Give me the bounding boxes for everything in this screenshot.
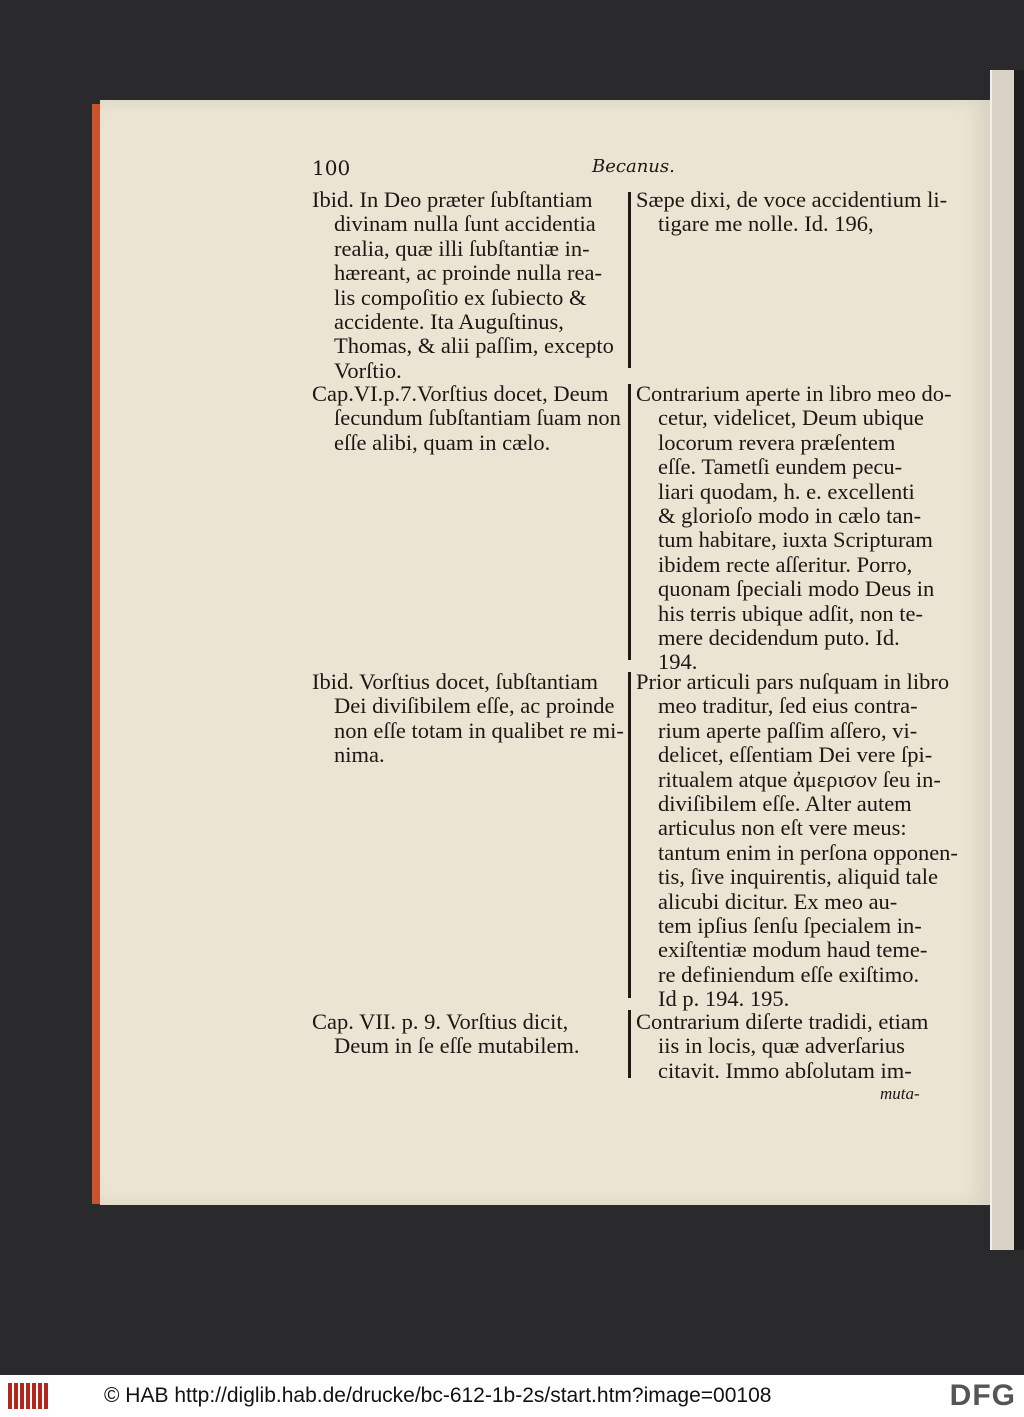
running-head: Becanus. bbox=[592, 156, 675, 177]
entry-4-claim bbox=[312, 1010, 628, 1059]
text-line: ibidem recte aſſeritur. Porro, bbox=[658, 551, 913, 577]
text-line: mere decidendum puto. Id. bbox=[658, 625, 900, 651]
text-line: his terris ubique adſit, non te- bbox=[658, 600, 923, 626]
text-line: locorum revera præſentem bbox=[658, 429, 896, 455]
text-line: tigare me nolle. Id. 196, bbox=[658, 211, 874, 237]
text-line: Ibid. In Deo præter ſubſtantiam bbox=[312, 187, 593, 212]
facing-page-edge bbox=[990, 70, 1024, 1250]
text-line: exiſtentiæ modum haud teme- bbox=[658, 937, 928, 963]
text-line: iis in locis, quæ adverſarius bbox=[658, 1033, 905, 1059]
text-line: articulus non eſt vere meus: bbox=[658, 815, 907, 841]
text-line: eſſe alibi, quam in cælo. bbox=[334, 429, 551, 455]
viewer-footer bbox=[0, 1375, 1024, 1417]
column-rule bbox=[628, 1010, 631, 1078]
text-line: accidente. Ita Auguſtinus, bbox=[334, 309, 564, 335]
text-line: citavit. Immo abſolutam im- bbox=[658, 1057, 912, 1083]
entry-2-claim bbox=[312, 382, 628, 455]
entry-3-reply bbox=[636, 669, 958, 1012]
text-line: divinam nulla ſunt accidentia bbox=[334, 211, 596, 237]
catchword: muta- bbox=[880, 1084, 920, 1103]
text-line: Deum in ſe eſſe mutabilem. bbox=[334, 1033, 580, 1059]
column-rule bbox=[628, 672, 631, 998]
text-line: realia, quæ illi ſubſtantiæ in- bbox=[334, 235, 590, 261]
source-url[interactable]: © HAB http://diglib.hab.de/drucke/bc-612-1b-2s/start.htm?image=00108 bbox=[104, 1384, 772, 1407]
entry-2-reply bbox=[636, 382, 954, 675]
text-line: tum habitare, iuxta Scripturam bbox=[658, 527, 933, 553]
text-line: liari quodam, h. e. excellenti bbox=[658, 478, 915, 504]
text-line: diviſibilem eſſe. Alter autem bbox=[658, 791, 912, 817]
page-edge-red bbox=[92, 104, 100, 1204]
text-line: Cap.VI.p.7.Vorſtius docet, Deum bbox=[312, 381, 609, 406]
text-line: eſſe. Tametſi eundem pecu- bbox=[658, 454, 903, 480]
text-line: Contrarium aperte in libro meo do- bbox=[636, 381, 952, 406]
column-rule bbox=[628, 192, 631, 368]
text-line: ſecundum ſubſtantiam ſuam non bbox=[334, 405, 621, 431]
text-line: tantum enim in perſona opponen- bbox=[658, 839, 958, 865]
text-line: meo traditur, ſed eius contra- bbox=[658, 693, 918, 719]
text-line: Ibid. Vorſtius docet, ſubſtantiam bbox=[312, 669, 599, 694]
text-line: Vorſtio. bbox=[334, 357, 402, 383]
entry-4-reply bbox=[636, 1010, 954, 1083]
text-line: tem ipſius ſenſu ſpecialem in- bbox=[658, 913, 922, 939]
text-line: rium aperte paſſim aſſero, vi- bbox=[658, 717, 918, 743]
text-line: quonam ſpeciali modo Deus in bbox=[658, 576, 935, 602]
text-line: nima. bbox=[334, 742, 385, 768]
text-line: tis, ſive inquirentis, aliquid tale bbox=[658, 864, 938, 890]
text-line: Dei diviſibilem eſſe, ac proinde bbox=[334, 693, 615, 719]
entry-3-claim bbox=[312, 670, 628, 768]
text-line: Id p. 194. 195. bbox=[658, 986, 790, 1012]
text-line: delicet, eſſentiam Dei vere ſpi- bbox=[658, 742, 933, 768]
text-line: re definiendum eſſe exiſtimo. bbox=[658, 961, 920, 987]
text-line: non eſſe totam in qualibet re mi- bbox=[334, 717, 624, 743]
text-line: 194. bbox=[658, 649, 698, 675]
text-line: ritualem atque ἀμερισον ſeu in- bbox=[658, 766, 941, 792]
text-line: hæreant, ac proinde nulla rea- bbox=[334, 260, 603, 286]
column-rule bbox=[628, 384, 631, 660]
text-line: cetur, videlicet, Deum ubique bbox=[658, 405, 924, 431]
text-line: Contrarium diſerte tradidi, etiam bbox=[636, 1009, 929, 1034]
text-line: Cap. VII. p. 9. Vorſtius dicit, bbox=[312, 1009, 569, 1034]
text-line: Prior articuli pars nuſquam in libro bbox=[636, 669, 950, 694]
text-line: Thomas, & alii paſſim, excepto bbox=[334, 333, 614, 359]
dfg-logo: DFG bbox=[949, 1379, 1016, 1412]
entry-1-claim bbox=[312, 188, 628, 383]
text-line: alicubi dicitur. Ex meo au- bbox=[658, 888, 898, 914]
entry-1-reply bbox=[636, 188, 954, 237]
text-line: & glorioſo modo in cælo tan- bbox=[658, 503, 922, 529]
text-line: lis compoſitio ex ſubiecto & bbox=[334, 284, 587, 310]
hab-barcode-icon bbox=[8, 1383, 48, 1409]
text-line: Sæpe dixi, de voce accidentium li- bbox=[636, 187, 948, 212]
page-number: 100 bbox=[312, 156, 351, 180]
